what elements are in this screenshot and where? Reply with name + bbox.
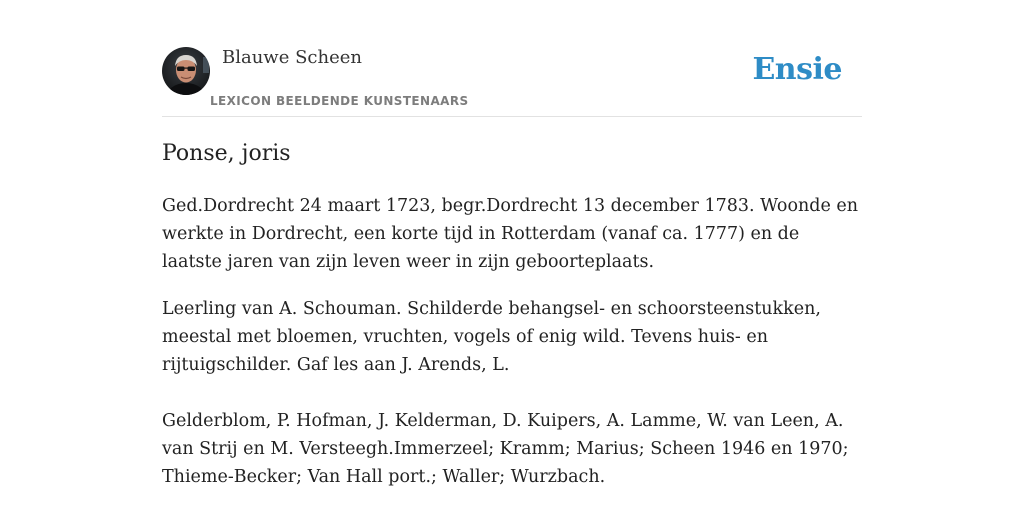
article-paragraph: Gelderblom, P. Hofman, J. Kelderman, D. Kuipers, A. Lamme, W. van Leen, A. van Strij en M. Versteegh.Immerzeel; Kramm; Marius; Scheen 1946 en 1970; Thieme-Becker; Van Hall port.; Waller; Wurzbach. [162, 411, 849, 487]
site-logo[interactable]: Ensie [752, 52, 842, 87]
person-avatar-icon [162, 47, 210, 95]
page [162, 0, 862, 487]
article-paragraph: Ged.Dordrecht 24 maart 1723, begr.Dordrecht 13 december 1783. Woonde en werkte in Dordrecht, een korte tijd in Rotterdam (vanaf ca. 1777) en de laatste jaren van zijn leven weer in zijn geboorteplaats. [162, 196, 859, 272]
header [162, 0, 862, 117]
category-label[interactable]: LEXICON BEELDENDE KUNSTENAARS [210, 94, 469, 108]
author-avatar[interactable] [162, 47, 210, 95]
article-paragraph: Leerling van A. Schouman. Schilderde behangsel- en schoorsteenstukken, meestal met bloemen, vruchten, vogels of enig wild. Tevens huis- en rijtuigschilder. Gaf les aan J. Arends, L. [162, 299, 821, 375]
author-name[interactable]: Blauwe Scheen [222, 47, 362, 68]
page-title: Ponse, joris [162, 141, 291, 166]
